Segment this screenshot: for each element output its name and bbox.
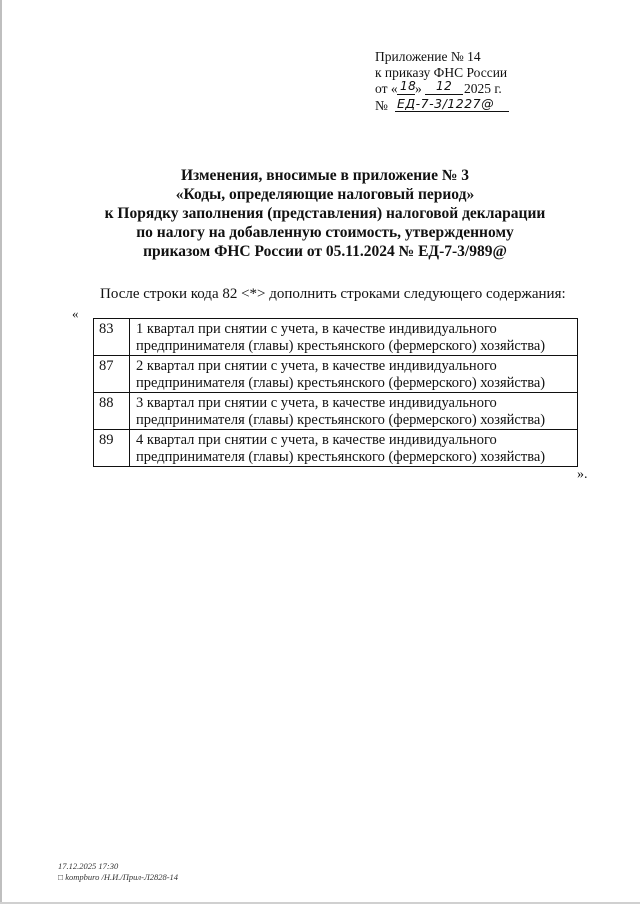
table-row (94, 393, 578, 430)
intro-paragraph: После строки кода 82 <*> дополнить строками следующего содержания: (100, 286, 566, 302)
opening-quote: « (72, 306, 79, 321)
title-line-5: приказом ФНС России от 05.11.2024 № ЕД-7-3/989@ (143, 243, 507, 260)
description-line-2: предпринимателя (главы) крестьянского (фермерского) хозяйства) (136, 338, 546, 354)
description-cell (130, 393, 578, 430)
number-sign: № (375, 98, 388, 113)
description-line-1: 1 квартал при снятии с учета, в качестве индивидуального (136, 321, 497, 337)
appendix-line-2: к приказу ФНС России (375, 65, 508, 80)
closing-quote: ». (577, 467, 588, 482)
date-prefix: от « (375, 81, 398, 96)
date-month-handwritten: 12 (436, 79, 453, 93)
date-close-quote: » (415, 81, 422, 96)
appendix-header (375, 49, 575, 113)
date-month-underline (425, 94, 463, 95)
title-line-3: к Порядку заполнения (представления) налоговой декларации (104, 205, 546, 222)
table-row (94, 319, 578, 356)
description-cell (130, 319, 578, 356)
description-line-2: предпринимателя (главы) крестьянского (фермерского) хозяйства) (136, 412, 546, 428)
date-year: 2025 г. (464, 81, 502, 96)
document-title (90, 166, 560, 261)
title-line-4: по налогу на добавленную стоимость, утвержденному (136, 224, 514, 241)
description-line-1: 3 квартал при снятии с учета, в качестве индивидуального (136, 395, 497, 411)
codes-table (93, 318, 578, 467)
number-handwritten: ЕД-7-3/1227@ (397, 96, 495, 111)
print-footer (58, 861, 178, 883)
description-cell (130, 430, 578, 467)
description-line-1: 2 квартал при снятии с учета, в качестве индивидуального (136, 358, 497, 374)
code-cell: 89 (94, 430, 130, 467)
title-line-2: «Коды, определяющие налоговый период» (175, 186, 475, 203)
table-row (94, 430, 578, 467)
footer-file-path: □ kompburo /Н.И./Прил-Л2828-14 (58, 872, 179, 882)
code-cell: 88 (94, 393, 130, 430)
appendix-line-1: Приложение № 14 (375, 49, 481, 64)
code-cell: 87 (94, 356, 130, 393)
description-cell (130, 356, 578, 393)
appendix-number (375, 97, 575, 113)
code-cell: 83 (94, 319, 130, 356)
description-line-2: предпринимателя (главы) крестьянского (фермерского) хозяйства) (136, 449, 546, 465)
date-day-underline (397, 94, 415, 95)
title-line-1: Изменения, вносимые в приложение № 3 (180, 167, 470, 184)
footer-timestamp: 17.12.2025 17:30 (58, 861, 119, 871)
description-line-1: 4 квартал при снятии с учета, в качестве индивидуального (136, 432, 497, 448)
table-row (94, 356, 578, 393)
description-line-2: предпринимателя (главы) крестьянского (фермерского) хозяйства) (136, 375, 546, 391)
date-day-handwritten: 18 (400, 79, 417, 93)
scan-edge (0, 0, 2, 904)
appendix-date (375, 81, 575, 97)
